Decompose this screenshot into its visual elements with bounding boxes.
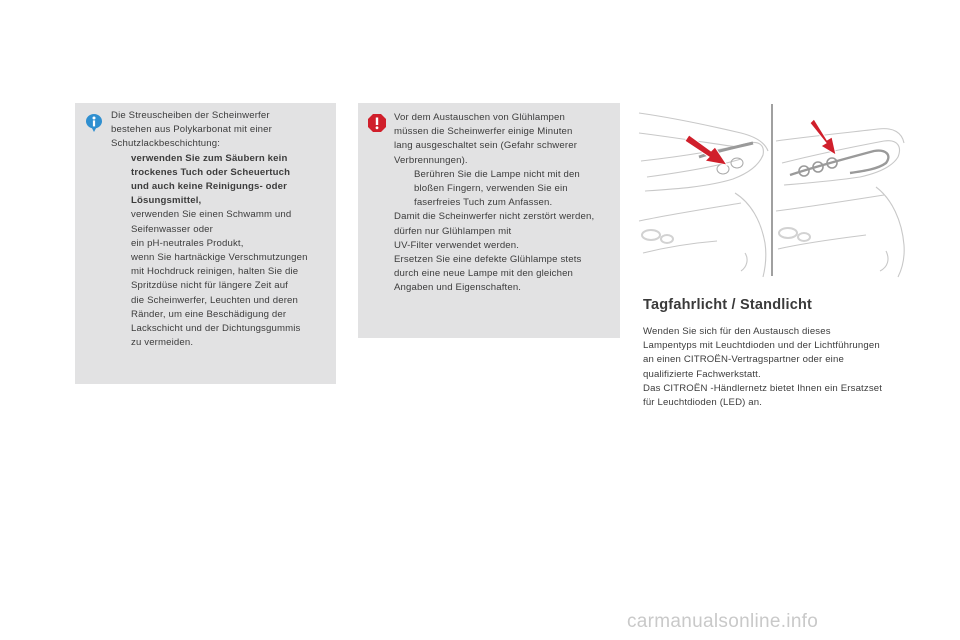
- section-body-line: qualifizierte Fachwerkstatt.: [643, 368, 761, 380]
- info-bullet-3: [111, 251, 331, 350]
- info-bullet-line: verwenden Sie zum Säubern kein: [131, 152, 288, 164]
- warning-outro-line: dürfen nur Glühlampen mit: [394, 225, 512, 237]
- warning-bullet-line: bloßen Fingern, verwenden Sie ein: [414, 183, 568, 195]
- section-body-line: an einen CITROËN-Vertragspartner oder eine: [643, 354, 844, 366]
- info-intro-line: Die Streuscheiben der Scheinwerfer: [111, 110, 270, 121]
- warning-outro-line: UV-Filter verwendet werden.: [394, 239, 520, 251]
- figure-divider: [771, 104, 773, 276]
- info-bullet-2: [111, 208, 331, 251]
- warning-text: [394, 111, 616, 296]
- warning-outro-line: Angaben und Eigenschaften.: [394, 282, 522, 294]
- warning-intro-line: lang ausgeschaltet sein (Gefahr schwerer: [394, 140, 578, 152]
- info-text: [111, 109, 331, 350]
- info-bullet-line: verwenden Sie einen Schwamm und: [131, 209, 292, 221]
- warning-intro-line: müssen die Scheinwerfer einige Minuten: [394, 126, 573, 138]
- warning-bullet-line: faserfreies Tuch zum Anfassen.: [414, 197, 553, 209]
- info-bullet-line: Seifenwasser oder: [131, 223, 214, 235]
- info-bullet-line: Spritzdüse nicht für längere Zeit auf: [131, 280, 288, 292]
- info-bullet-1: [111, 152, 331, 209]
- info-bullet-line: ein pH-neutrales Produkt,: [131, 237, 244, 249]
- info-box: [75, 103, 336, 384]
- info-icon: [85, 113, 103, 138]
- info-bullet-line: und auch keine Reinigungs- oder: [131, 181, 288, 193]
- info-intro-line: Schutzlackbeschichtung:: [111, 138, 221, 150]
- section-title: Tagfahrlicht / Standlicht: [643, 297, 813, 313]
- info-bullet-line: trockenes Tuch oder Scheuertuch: [131, 166, 291, 178]
- warning-bullet: [394, 168, 616, 211]
- warning-outro-line: durch eine neue Lampe mit den gleichen: [394, 268, 574, 280]
- info-bullet-line: die Scheinwerfer, Leuchten und deren: [131, 294, 299, 306]
- info-bullet-line: Lösungsmittel,: [131, 195, 202, 207]
- warning-outro-line: Damit die Scheinwerfer nicht zerstört werden,: [394, 211, 595, 223]
- info-intro-line: bestehen aus Polykarbonat mit einer: [111, 124, 272, 136]
- warning-bullet-line: Berühren Sie die Lampe nicht mit den: [414, 168, 580, 180]
- warning-intro-line: Vor dem Austauschen von Glühlampen: [394, 112, 565, 123]
- warning-icon: [367, 113, 387, 138]
- warning-box: [358, 103, 620, 338]
- section-body-line: Das CITROËN -Händlernetz bietet Ihnen ein Ersatzset: [643, 382, 883, 394]
- section-body-line: Lampentyps mit Leuchtdioden und der Lichtführungen: [643, 340, 880, 352]
- info-bullet-line: Ränder, um eine Beschädigung der: [131, 308, 287, 320]
- warning-outro-line: Ersetzen Sie eine defekte Glühlampe stets: [394, 254, 582, 266]
- section-body-line: Wenden Sie sich für den Austausch dieses: [643, 326, 831, 337]
- info-bullet-line: zu vermeiden.: [131, 337, 194, 349]
- warning-intro-line: Verbrennungen).: [394, 154, 468, 166]
- info-bullet-line: wenn Sie hartnäckige Verschmutzungen: [131, 252, 308, 264]
- info-bullet-line: Lackschicht und der Dichtungsgummis: [131, 323, 301, 335]
- watermark-footer[interactable]: carmanualsonline.info: [627, 611, 819, 632]
- section-body: [643, 325, 943, 410]
- headlight-illustration-right: [774, 103, 907, 278]
- section-body-line: für Leuchtdioden (LED) an.: [643, 397, 763, 409]
- info-bullet-line: mit Hochdruck reinigen, halten Sie die: [131, 266, 299, 278]
- headlight-illustration-left: [637, 103, 770, 278]
